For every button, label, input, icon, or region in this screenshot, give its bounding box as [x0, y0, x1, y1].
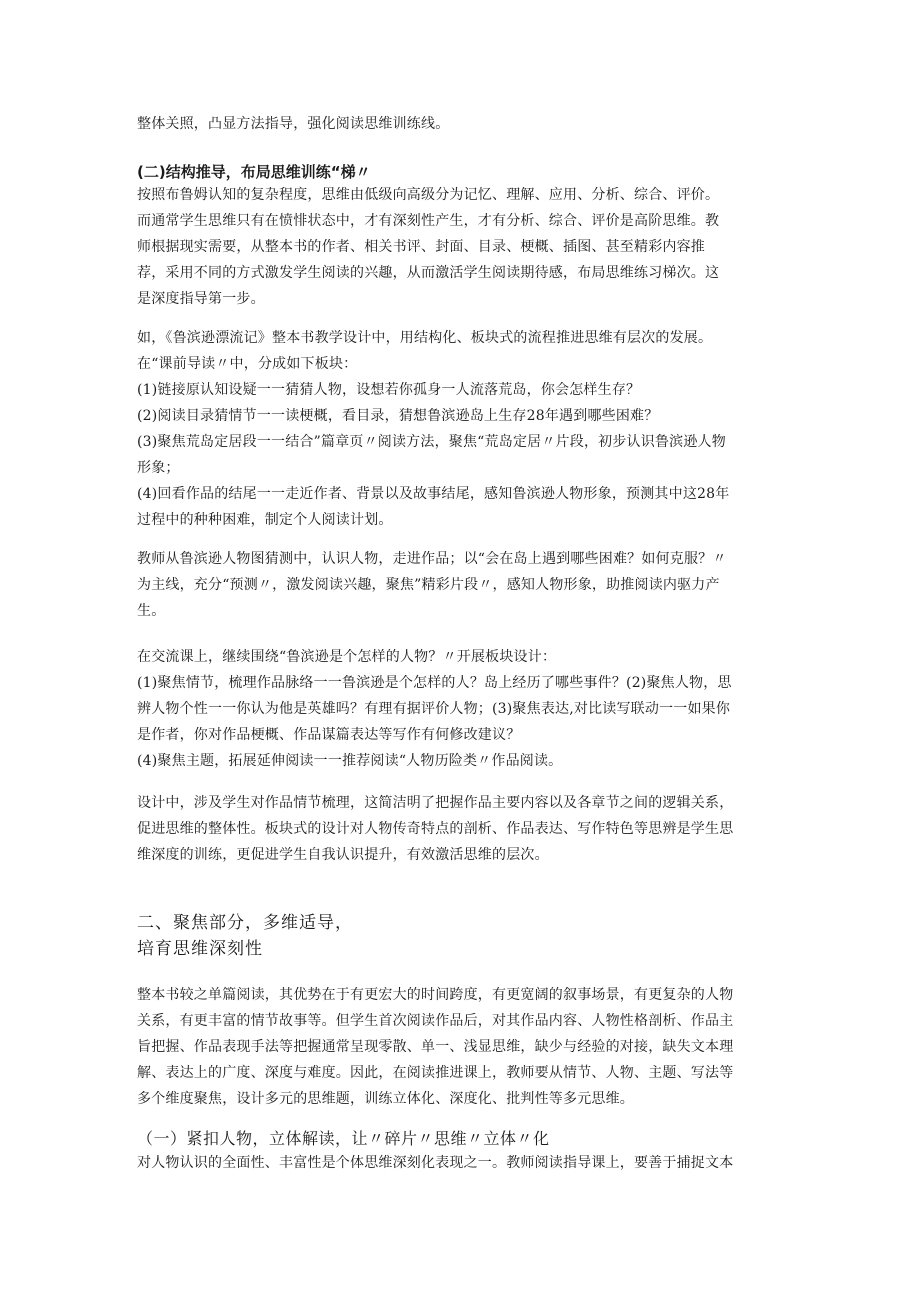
text-line: 辨人物个性一一你认为他是英雄吗？有理有据评价人物；(3)聚焦表达,对比读写联动一一如果你 [137, 701, 731, 717]
text-line: (2)阅读目录猜情节一一读梗概，看目录，猜想鲁滨逊岛上生存28年遇到哪些困难？ [137, 408, 659, 424]
text-line: 设计中，涉及学生对作品情节梳理，这简洁明了把握作品主要内容以及各章节之间的逻辑关系， [137, 795, 734, 811]
section-heading-character: （一）紧扣人物，立体解读，让〃碎片〃思维〃立体〃化 [137, 1129, 550, 1148]
text-line: 形象； [137, 460, 180, 476]
paragraph-character [137, 1150, 797, 1176]
text-line: 过程中的种种困难，制定个人阅读计划。 [137, 512, 393, 528]
text-line: 促进思维的整体性。板块式的设计对人物传奇特点的剖析、作品表达、写作特色等思辨是学生思 [137, 821, 734, 837]
text-line: 是深度指导第一步。 [137, 291, 265, 307]
text-line: 生。 [137, 603, 166, 619]
text-line: (1)链接原认知设疑一一猜猜人物，设想若你孤身一人流落荒岛，你会怎样生存？ [137, 382, 641, 398]
text-line: 为主线，充分“预测〃，激发阅读兴趣，聚焦”精彩片段〃，感知人物形象，助推阅读内驱力产 [137, 577, 720, 593]
text-line: 维深度的训练，更促进学生自我认识提升，有效激活思维的层次。 [137, 847, 549, 863]
text-line: 而通常学生思维只有在愤悱状态中，才有深刻性产生，才有分析、综合、评价是高阶思维。教 [137, 213, 720, 229]
paragraph-intro [137, 111, 797, 137]
text-line: 整体关照，凸显方法指导，强化阅读思维训练线。 [137, 116, 450, 132]
text-line: 是作者，你对作品梗概、作品谋篇表达等写作有何修改建议？ [137, 727, 521, 743]
text-line: (4)聚焦主题，拓展延伸阅读一一推荐阅读“人物历险类〃作品阅读。 [137, 753, 563, 769]
paragraph-example [137, 325, 797, 533]
text-line: 教师从鲁滨逊人物图猜测中，认识人物，走进作品；以“会在岛上遇到哪些困难？如何克服？〃 [137, 551, 727, 567]
paragraph-design [137, 790, 797, 868]
heading-line: 培育思维深刻性 [137, 939, 263, 959]
paragraph-whole-book [137, 982, 797, 1112]
text-line: 在“课前导读〃中，分成如下板块： [137, 356, 358, 372]
text-line: 荐，采用不同的方式激发学生阅读的兴趣，从而激活学生阅读期待感，布局思维练习梯次。这 [137, 265, 720, 281]
text-line: 师根据现实需要，从整本书的作者、相关书评、封面、目录、梗概、插图、甚至精彩内容推 [137, 239, 705, 255]
text-line: 解、表达上的广度、深度与难度。因此，在阅读推进课上，教师要从情节、人物、主题、写法等 [137, 1065, 734, 1081]
text-line: 在交流课上，继续围绕“鲁滨逊是个怎样的人物？〃开展板块设计： [137, 649, 557, 665]
section-heading-structure: (二)结构推导，布局思维训练“梯〃 [137, 163, 371, 181]
paragraph-teacher [137, 546, 797, 624]
text-line: 关系，有更丰富的情节故事等。但学生首次阅读作品后，对其作品内容、人物性格剖析、作品主 [137, 1013, 734, 1029]
text-line: 整本书较之单篇阅读，其优势在于有更宏大的时间跨度，有更宽阔的叙事场景，有更复杂的人物 [137, 987, 734, 1003]
text-line: (1)聚焦情节，梳理作品脉络一一鲁滨逊是个怎样的人？岛上经历了哪些事件？(2)聚焦人物，思 [137, 675, 732, 691]
text-line: 如，《鲁滨逊漂流记》整本书教学设计中，用结构化、板块式的流程推进思维有层次的发展。 [137, 330, 713, 346]
section-heading-focus [137, 910, 797, 962]
text-line: 多个维度聚焦，设计多元的思维题，训练立体化、深度化、批判性等多元思维。 [137, 1091, 634, 1107]
heading-line: 二、聚焦部分，多维适导， [137, 913, 353, 933]
paragraph-exchange [137, 644, 797, 774]
text-line: 旨把握、作品表现手法等把握通常呈现零散、单一、浅显思维，缺少与经验的对接，缺失文本理 [137, 1039, 734, 1055]
text-line: (4)回看作品的结尾一一走近作者、背景以及故事结尾，感知鲁滨逊人物形象，预测其中这28年 [137, 486, 730, 502]
text-line: (3)聚焦荒岛定居段一一结合”篇章页〃阅读方法，聚焦“荒岛定居〃片段，初步认识鲁滨逊人物 [137, 434, 726, 450]
paragraph-bloom [137, 182, 797, 312]
text-line: 按照布鲁姆认知的复杂程度，思维由低级向高级分为记忆、理解、应用、分析、综合、评价。 [137, 187, 720, 203]
text-line: 对人物认识的全面性、丰富性是个体思维深刻化表现之一。教师阅读指导课上，要善于捕捉文本 [137, 1155, 734, 1171]
